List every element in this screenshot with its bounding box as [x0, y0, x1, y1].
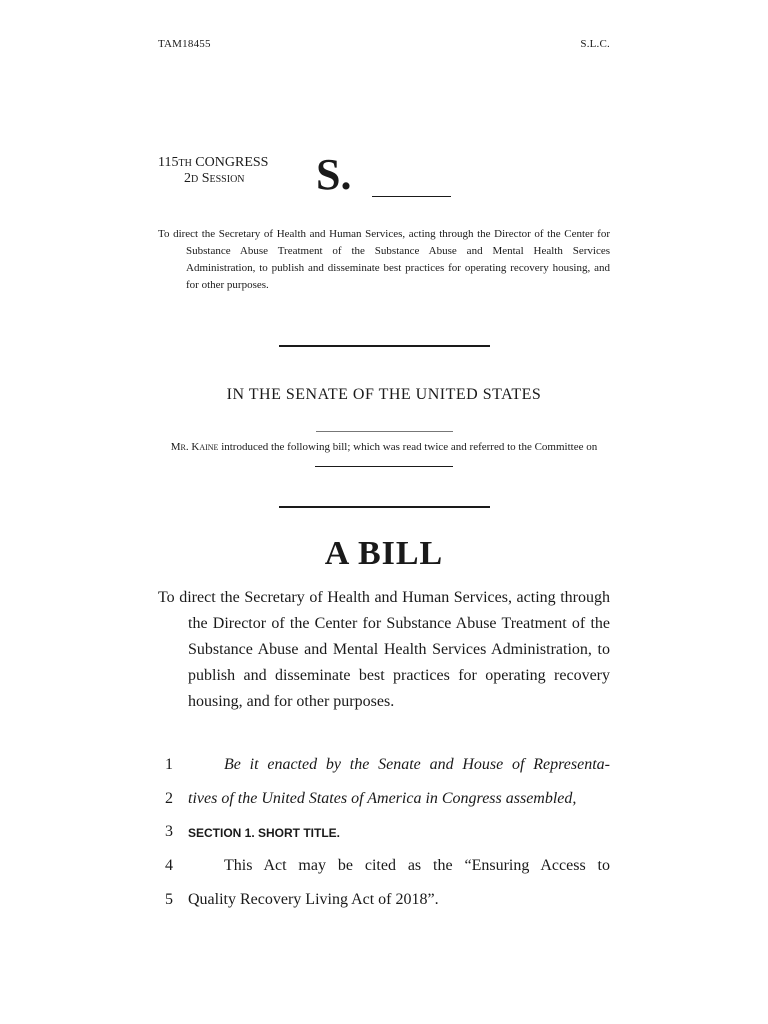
congress-session-block [158, 155, 268, 187]
divider-short-rule [316, 431, 453, 432]
divider-rule-top [279, 345, 490, 347]
bill-number: S. [316, 150, 352, 199]
introduction-text: introduced the following bill; which was read twice and referred to the Committee on [221, 441, 598, 453]
document-id: TAM18455 [158, 38, 211, 50]
bill-heading: A BILL [324, 535, 444, 572]
section-title: SECTION 1. SHORT TITLE. [188, 826, 341, 840]
line-number: 2 [165, 790, 173, 807]
introduction-statement [158, 439, 610, 473]
long-description: To direct the Secretary of Health and Human Services, acting through the Director of the Center for Substance Abuse Treatment of the Substance Abuse and Mental Health Services Administration, to publish and disseminate best practices for operating recovery housing, and for other purposes. [158, 589, 610, 710]
short-description: To direct the Secretary of Health and Human Services, acting through the Director of the Center for Substance Abuse Treatment of the Substance Abuse and Mental Health Services Administration, to publish and disseminate best practices for operating recovery housing, and for other purposes. [158, 228, 610, 291]
senate-heading: IN THE SENATE OF THE UNITED STATES [226, 386, 542, 403]
enacting-clause-line-1: Be it enacted by the Senate and House of Representa- [224, 756, 610, 773]
slc-marker: S.L.C. [580, 38, 610, 50]
line-number: 4 [165, 857, 173, 874]
line-number: 5 [165, 891, 173, 908]
section-text-line-2: Quality Recovery Living Act of 2018”. [188, 891, 439, 908]
divider-rule-bottom [279, 506, 490, 508]
sponsor-name: Mr. Kaine [170, 441, 219, 453]
enacting-clause-line-2: tives of the United States of America in Congress assembled, [188, 790, 577, 807]
congress-label: 115th CONGRESS [158, 155, 269, 170]
line-number: 1 [165, 756, 173, 773]
line-number: 3 [165, 823, 173, 840]
section-text-line-1: This Act may be cited as the “Ensuring Access to [224, 857, 610, 874]
committee-blank-line [315, 456, 453, 467]
session-label: 2d Session [184, 171, 245, 186]
bill-number-blank-line [372, 196, 451, 197]
